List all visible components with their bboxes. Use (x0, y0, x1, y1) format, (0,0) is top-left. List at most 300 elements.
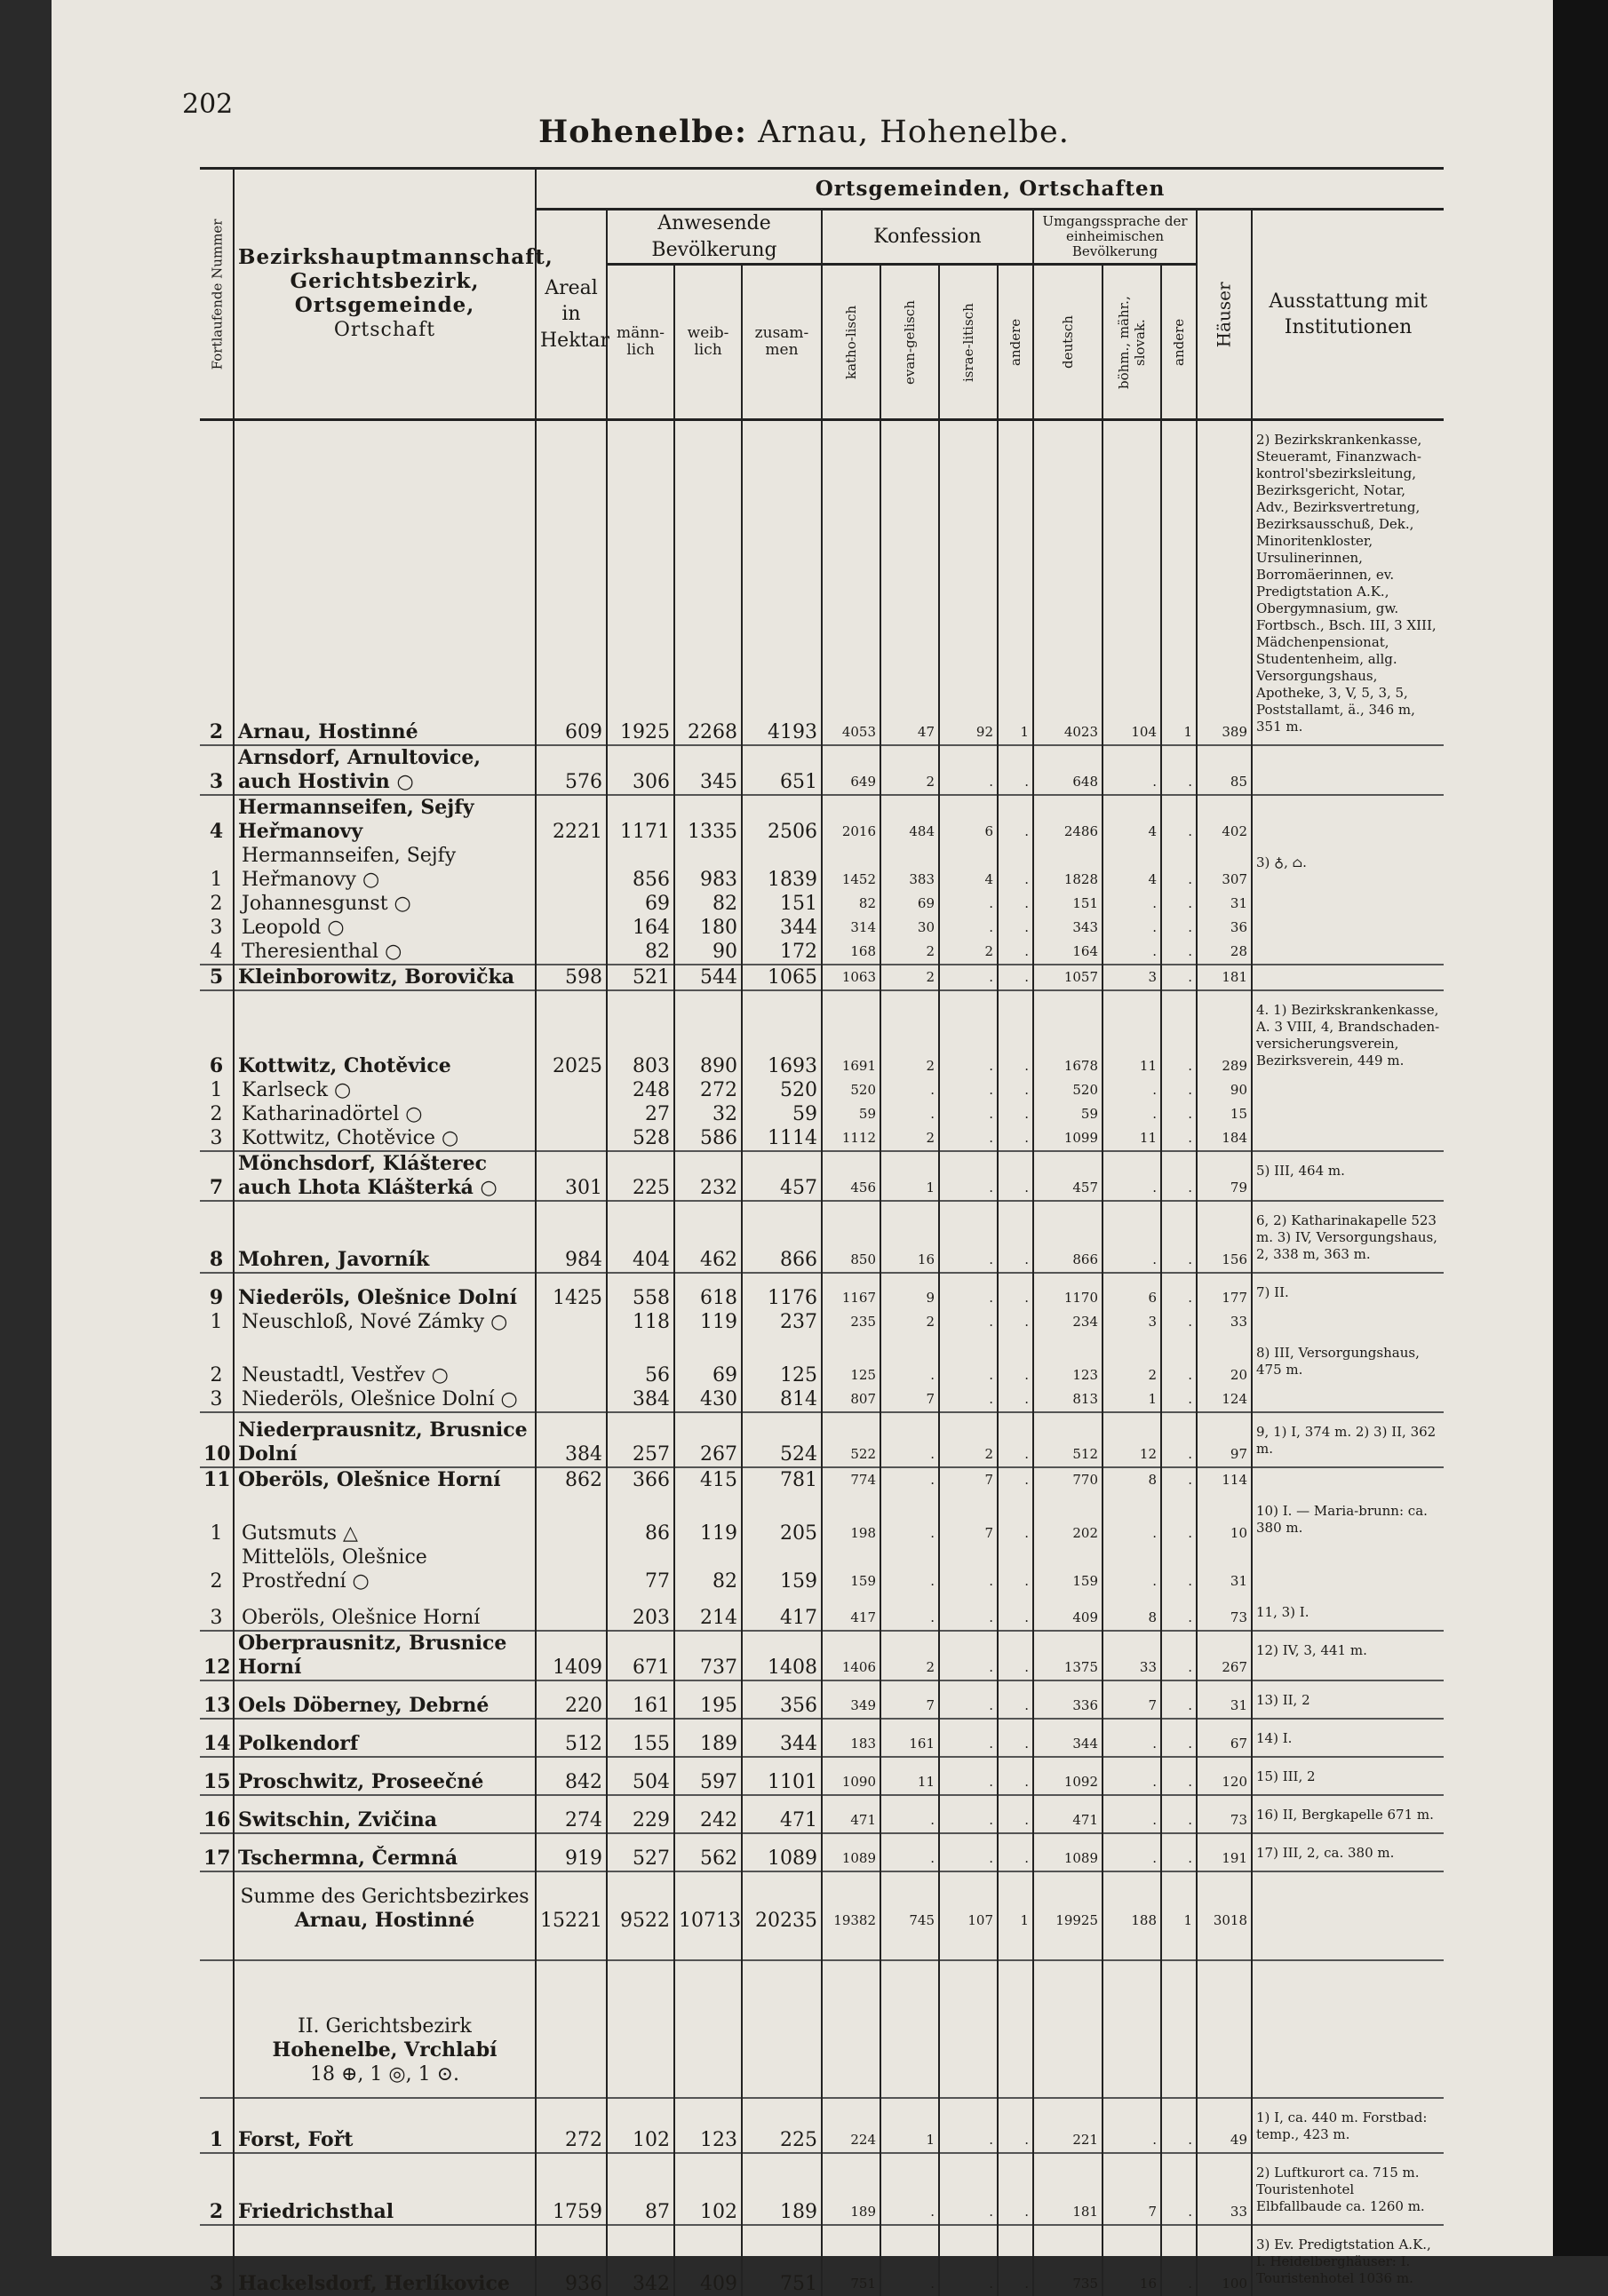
cell-la: . (1161, 1273, 1197, 1310)
cell-h: 28 (1197, 940, 1252, 965)
col-unit-line-1: Bezirkshauptmannschaft, (238, 244, 553, 269)
cell-area: 2025 (536, 990, 607, 1078)
sum-evangelic: 745 (880, 1871, 939, 1960)
place-name: Tschermna, Čermná (234, 1833, 536, 1871)
cell-h: 31 (1197, 892, 1252, 916)
cell-evg: 30 (880, 916, 939, 940)
cell-w: 272 (674, 1078, 742, 1102)
place-name: Kleinborowitz, Borovička (234, 965, 536, 990)
cell-la: . (1161, 2225, 1197, 2296)
equipment-note (1252, 795, 1444, 844)
cell-de: 1057 (1033, 965, 1103, 990)
cell-cz: 16 (1103, 2225, 1161, 2296)
sum-catholic: 19382 (822, 1871, 880, 1960)
cell-area: 1425 (536, 1273, 607, 1310)
cell-area: 936 (536, 2225, 607, 2296)
cell-area: 274 (536, 1795, 607, 1833)
cell-t: 457 (742, 1151, 822, 1201)
cell-cz: 12 (1103, 1412, 1161, 1467)
cell-w: 409 (674, 2225, 742, 2296)
cell-and: . (998, 1201, 1033, 1273)
equipment-note: 2) Bezirkskrankenkasse, Steueramt, Finanzwach-kontrol'sbezirksleitung, Bezirksgericht, Notar, Adv., Bezirksvertretung, Bezirksausschuß, Dek., Minoritenkloster, Ursulinerinnen, Borromäerinnen, ev. Predigtstation A.K., Obergymnasium, gw. Fortbsch., Bsch. III, 3 XIII, Mädchenpensionat, Studentenheim, allg. Versorgungshaus, Apotheke, 3, V, 5, 3, 5, Poststallamt, ä., 346 m, 351 m. (1252, 420, 1444, 746)
row-number: 4 (210, 941, 223, 964)
col-pop-group-header: Anwesende Bevölkerung (607, 210, 822, 265)
row-number: 2 (200, 420, 234, 746)
cell-and: . (998, 1545, 1033, 1593)
cell-kat: 471 (822, 1795, 880, 1833)
cell-cz: 8 (1103, 1593, 1161, 1631)
cell-evg: . (880, 1102, 939, 1126)
cell-evg: 2 (880, 1631, 939, 1680)
table-row (200, 1334, 1444, 1387)
cell-la: . (1161, 990, 1197, 1078)
cell-h: 120 (1197, 1757, 1252, 1795)
cell-de: 344 (1033, 1719, 1103, 1757)
cell-h: 73 (1197, 1795, 1252, 1833)
page-number: 202 (182, 89, 234, 120)
cell-cz: . (1103, 940, 1161, 965)
sum-label (234, 1871, 536, 1960)
cell-de: 648 (1033, 745, 1103, 795)
cell-t: 1839 (742, 844, 822, 892)
col-other-lang-header: andere (1161, 265, 1197, 420)
cell-area (536, 940, 607, 965)
cell-de: 1678 (1033, 990, 1103, 1078)
place-name: Katharinadörtel ○ (234, 1102, 536, 1126)
cell-kat: 1452 (822, 844, 880, 892)
cell-t: 172 (742, 940, 822, 965)
equipment-note: 16) II, Bergkapelle 671 m. (1252, 1795, 1444, 1833)
place-name: Niederöls, Olešnice Dolní (234, 1273, 536, 1310)
cell-isr: 6 (939, 795, 998, 844)
cell-m: 1925 (607, 420, 674, 746)
sum-houses: 3018 (1197, 1871, 1252, 1960)
cell-m: 118 (607, 1310, 674, 1334)
row-number: 16 (200, 1795, 234, 1833)
cell-cz: 7 (1103, 2153, 1161, 2225)
cell-w: 90 (674, 940, 742, 965)
place-name: Switschin, Zvičina (234, 1795, 536, 1833)
table-row (200, 1273, 1444, 1310)
cell-cz: . (1103, 1201, 1161, 1273)
table-row (200, 940, 1444, 965)
place-name: Polkendorf (234, 1719, 536, 1757)
cell-isr: 7 (939, 1492, 998, 1545)
cell-w: 102 (674, 2153, 742, 2225)
row-number: 12 (200, 1631, 234, 1680)
cell-de: 59 (1033, 1102, 1103, 1126)
table-row (200, 1593, 1444, 1631)
cell-h: 267 (1197, 1631, 1252, 1680)
cell-de: 866 (1033, 1201, 1103, 1273)
cell-de: 1092 (1033, 1757, 1103, 1795)
equipment-note: 1) I, ca. 440 m. Forstbad: temp., 423 m. (1252, 2098, 1444, 2153)
cell-m: 87 (607, 2153, 674, 2225)
cell-w: 267 (674, 1412, 742, 1467)
cell-and: . (998, 795, 1033, 844)
cell-h: 100 (1197, 2225, 1252, 2296)
cell-w: 618 (674, 1273, 742, 1310)
place-name: Hermannseifen, Sejfy Heřmanovy ○ (234, 844, 536, 892)
cell-and: . (998, 1631, 1033, 1680)
cell-kat: 774 (822, 1467, 880, 1492)
district2-line-3: 18 ⊕, 1 ◎, 1 ⊙. (310, 2063, 459, 2086)
cell-t: 1101 (742, 1757, 822, 1795)
col-houses-header: Häuser (1197, 210, 1252, 420)
cell-isr: . (939, 990, 998, 1078)
cell-cz: . (1103, 1492, 1161, 1545)
col-other-conf-header: andere (998, 265, 1033, 420)
cell-h: 10 (1197, 1492, 1252, 1545)
cell-cz: 4 (1103, 795, 1161, 844)
row-number: 3 (200, 745, 234, 795)
cell-cz: 8 (1103, 1467, 1161, 1492)
equipment-note: 9, 1) I, 374 m. 2) 3) II, 362 m. (1252, 1412, 1444, 1467)
cell-t: 125 (742, 1334, 822, 1387)
row-number: 7 (200, 1151, 234, 1201)
sum-czech: 188 (1103, 1871, 1161, 1960)
cell-de: 1099 (1033, 1126, 1103, 1151)
cell-isr: . (939, 2153, 998, 2225)
cell-la: . (1161, 1387, 1197, 1412)
cell-cz: 104 (1103, 420, 1161, 746)
sum-row (200, 1871, 1444, 1960)
place-name: Mittelöls, Olešnice Prostřední ○ (234, 1545, 536, 1593)
sum-equip (1252, 1871, 1444, 1960)
table-row (200, 1719, 1444, 1757)
place-name: Oberöls, Olešnice Horní (234, 1467, 536, 1492)
cell-evg: 2 (880, 1126, 939, 1151)
cell-de: 123 (1033, 1334, 1103, 1387)
cell-de: 735 (1033, 2225, 1103, 2296)
cell-w: 1335 (674, 795, 742, 844)
place-name: Proschwitz, Proseečné (234, 1757, 536, 1795)
row-number: 17 (200, 1833, 234, 1871)
equipment-note: 6, 2) Katharinakapelle 523 m. 3) IV, Versorgungshaus, 2, 338 m, 363 m. (1252, 1201, 1444, 1273)
cell-de: 457 (1033, 1151, 1103, 1201)
cell-de: 1170 (1033, 1273, 1103, 1310)
cell-kat: 456 (822, 1151, 880, 1201)
row-number: 6 (200, 990, 234, 1078)
place-name: Oels Döberney, Debrné (234, 1680, 536, 1719)
place-name: Niederöls, Olešnice Dolní ○ (234, 1387, 536, 1412)
equipment-note (1252, 1545, 1444, 1593)
cell-isr: . (939, 2225, 998, 2296)
equipment-note: 11, 3) I. (1252, 1593, 1444, 1631)
cell-la: . (1161, 1757, 1197, 1795)
cell-area (536, 844, 607, 892)
cell-evg: . (880, 1078, 939, 1102)
cell-isr: . (939, 1545, 998, 1593)
cell-and: . (998, 1492, 1033, 1545)
cell-isr: . (939, 1078, 998, 1102)
col-male-header: männ-lich (607, 265, 674, 420)
place-name: Arnau, Hostinné (234, 420, 536, 746)
cell-w: 597 (674, 1757, 742, 1795)
cell-evg: . (880, 2225, 939, 2296)
col-czech-header: böhm., mähr., slovak. (1103, 265, 1161, 420)
equipment-note: 10) I. — Maria-brunn: ca. 380 m. (1252, 1492, 1444, 1545)
cell-h: 20 (1197, 1334, 1252, 1387)
cell-t: 471 (742, 1795, 822, 1833)
cell-cz: 3 (1103, 965, 1161, 990)
cell-w: 32 (674, 1102, 742, 1126)
cell-isr: . (939, 892, 998, 916)
cell-la: . (1161, 1467, 1197, 1492)
cell-evg: 1 (880, 1151, 939, 1201)
district2-heading (234, 1960, 536, 2098)
cell-isr: . (939, 1102, 998, 1126)
row-number: 10 (200, 1412, 234, 1467)
cell-h: 156 (1197, 1201, 1252, 1273)
cell-and: . (998, 965, 1033, 990)
cell-w: 345 (674, 745, 742, 795)
cell-and: . (998, 1412, 1033, 1467)
district2-line-2: Hohenelbe, Vrchlabí (272, 2038, 498, 2062)
cell-h: 177 (1197, 1273, 1252, 1310)
row-number: 9 (200, 1273, 234, 1310)
row-number: 1 (210, 1522, 223, 1545)
cell-area: 220 (536, 1680, 607, 1719)
cell-isr: . (939, 1273, 998, 1310)
cell-de: 4023 (1033, 420, 1103, 746)
col-unit-line-3: Ortsgemeinde, (294, 292, 475, 317)
cell-evg: . (880, 1593, 939, 1631)
cell-kat: 850 (822, 1201, 880, 1273)
table-row (200, 745, 1444, 795)
cell-h: 307 (1197, 844, 1252, 892)
cell-la: . (1161, 1593, 1197, 1631)
cell-m: 803 (607, 990, 674, 1078)
equipment-note: 3) ♁, ⌂. (1252, 844, 1444, 892)
cell-w: 2268 (674, 420, 742, 746)
cell-m: 161 (607, 1680, 674, 1719)
col-catholic-header: katho-lisch (822, 265, 880, 420)
cell-area (536, 916, 607, 940)
table-row (200, 1631, 1444, 1680)
cell-t: 1065 (742, 965, 822, 990)
cell-w: 195 (674, 1680, 742, 1719)
cell-t: 356 (742, 1680, 822, 1719)
cell-de: 1828 (1033, 844, 1103, 892)
sum-label-line-2: Arnau, Hostinné (294, 1909, 475, 1933)
cell-kat: 189 (822, 2153, 880, 2225)
cell-h: 402 (1197, 795, 1252, 844)
cell-m: 342 (607, 2225, 674, 2296)
header-title-bold: Hohenelbe: (538, 114, 747, 150)
cell-kat: 4053 (822, 420, 880, 746)
cell-kat: 224 (822, 2098, 880, 2153)
col-group-header: Ortsgemeinden, Ortschaften (536, 169, 1444, 210)
table-row (200, 1151, 1444, 1201)
cell-la: . (1161, 745, 1197, 795)
table-row (200, 1126, 1444, 1151)
cell-la: . (1161, 1795, 1197, 1833)
cell-isr: . (939, 1833, 998, 1871)
cell-area: 862 (536, 1467, 607, 1492)
cell-isr: . (939, 1631, 998, 1680)
cell-t: 1693 (742, 990, 822, 1078)
cell-la: . (1161, 1102, 1197, 1126)
table-row (200, 2225, 1444, 2296)
cell-cz: . (1103, 1795, 1161, 1833)
cell-isr: 2 (939, 940, 998, 965)
place-name: Hermannseifen, Sejfy Heřmanovy (234, 795, 536, 844)
cell-m: 404 (607, 1201, 674, 1273)
cell-kat: 1691 (822, 990, 880, 1078)
equipment-note (1252, 745, 1444, 795)
col-area-header: Areal in Hektar (536, 210, 607, 420)
cell-cz: . (1103, 916, 1161, 940)
cell-w: 82 (674, 892, 742, 916)
cell-de: 813 (1033, 1387, 1103, 1412)
cell-and: . (998, 1757, 1033, 1795)
cell-la: . (1161, 1412, 1197, 1467)
table-row (200, 1412, 1444, 1467)
table-row (200, 965, 1444, 990)
col-unit-line-2: Gerichtsbezirk, (290, 268, 480, 293)
row-number: 5 (200, 965, 234, 990)
cell-de: 409 (1033, 1593, 1103, 1631)
cell-isr: . (939, 1593, 998, 1631)
table-row (200, 1680, 1444, 1719)
cell-cz: 11 (1103, 990, 1161, 1078)
cell-area: 301 (536, 1151, 607, 1201)
cell-kat: 2016 (822, 795, 880, 844)
cell-m: 1171 (607, 795, 674, 844)
cell-evg: 2 (880, 1310, 939, 1334)
cell-and: . (998, 1078, 1033, 1102)
cell-kat: 522 (822, 1412, 880, 1467)
cell-la: . (1161, 1310, 1197, 1334)
cell-kat: 159 (822, 1545, 880, 1593)
cell-isr: . (939, 965, 998, 990)
cell-kat: 314 (822, 916, 880, 940)
header-title-rest: Arnau, Hohenelbe. (746, 115, 1070, 150)
place-name: Friedrichsthal (234, 2153, 536, 2225)
table-row (200, 420, 1444, 746)
cell-evg: 7 (880, 1680, 939, 1719)
col-total-header: zusam-men (742, 265, 822, 420)
place-name: Johannesgunst ○ (234, 892, 536, 916)
cell-m: 102 (607, 2098, 674, 2153)
cell-m: 527 (607, 1833, 674, 1871)
cell-h: 49 (1197, 2098, 1252, 2153)
cell-la: . (1161, 1631, 1197, 1680)
cell-area: 272 (536, 2098, 607, 2153)
table-row (200, 1795, 1444, 1833)
table-body (200, 420, 1444, 1872)
cell-isr: . (939, 745, 998, 795)
cell-m: 155 (607, 1719, 674, 1757)
cell-m: 248 (607, 1078, 674, 1102)
place-name: Karlseck ○ (234, 1078, 536, 1102)
cell-la: . (1161, 1078, 1197, 1102)
sum-nr (200, 1871, 234, 1960)
cell-de: 770 (1033, 1467, 1103, 1492)
cell-t: 866 (742, 1201, 822, 1273)
cell-area: 1759 (536, 2153, 607, 2225)
cell-and: . (998, 1387, 1033, 1412)
sum-israelite: 107 (939, 1871, 998, 1960)
cell-isr: 2 (939, 1412, 998, 1467)
cell-m: 528 (607, 1126, 674, 1151)
cell-cz: . (1103, 745, 1161, 795)
cell-and: . (998, 1680, 1033, 1719)
table-row (200, 916, 1444, 940)
cell-w: 123 (674, 2098, 742, 2153)
place-name: Leopold ○ (234, 916, 536, 940)
cell-kat: 520 (822, 1078, 880, 1102)
row-number: 1 (210, 1311, 223, 1334)
cell-h: 31 (1197, 1680, 1252, 1719)
table-row (200, 844, 1444, 892)
cell-la: . (1161, 1201, 1197, 1273)
cell-cz: . (1103, 2098, 1161, 2153)
cell-de: 520 (1033, 1078, 1103, 1102)
cell-w: 462 (674, 1201, 742, 1273)
cell-la: . (1161, 965, 1197, 990)
cell-t: 4193 (742, 420, 822, 746)
cell-kat: 1089 (822, 1833, 880, 1871)
cell-m: 671 (607, 1631, 674, 1680)
row-number: 14 (200, 1719, 234, 1757)
equipment-note: 17) III, 2, ca. 380 m. (1252, 1833, 1444, 1871)
cell-la: . (1161, 1680, 1197, 1719)
cell-and: . (998, 1102, 1033, 1126)
cell-kat: 649 (822, 745, 880, 795)
cell-and: . (998, 2153, 1033, 2225)
cell-la: . (1161, 1126, 1197, 1151)
cell-and: . (998, 2225, 1033, 2296)
sum-german: 19925 (1033, 1871, 1103, 1960)
table-row (200, 1078, 1444, 1102)
place-name: Hackelsdorf, Herlíkovice (234, 2225, 536, 2296)
cell-h: 36 (1197, 916, 1252, 940)
cell-h: 389 (1197, 420, 1252, 746)
cell-evg: 161 (880, 1719, 939, 1757)
table-row (200, 990, 1444, 1078)
cell-la: . (1161, 940, 1197, 965)
cell-area (536, 1492, 607, 1545)
place-name: Mönchsdorf, Klášterec auch Lhota Klášterká ○ (234, 1151, 536, 1201)
cell-isr: . (939, 1151, 998, 1201)
cell-evg: 2 (880, 990, 939, 1078)
cell-cz: . (1103, 1833, 1161, 1871)
cell-isr: 4 (939, 844, 998, 892)
cell-m: 306 (607, 745, 674, 795)
cell-isr: . (939, 1201, 998, 1273)
cell-area: 609 (536, 420, 607, 746)
cell-t: 781 (742, 1467, 822, 1492)
cell-t: 344 (742, 916, 822, 940)
cell-w: 119 (674, 1310, 742, 1334)
cell-cz: 33 (1103, 1631, 1161, 1680)
cell-h: 97 (1197, 1412, 1252, 1467)
cell-h: 33 (1197, 2153, 1252, 2225)
cell-evg: . (880, 1412, 939, 1467)
cell-cz: . (1103, 1545, 1161, 1593)
place-name: Oberöls, Olešnice Horní (234, 1593, 536, 1631)
cell-evg: 7 (880, 1387, 939, 1412)
table-body-district2 (200, 2098, 1444, 2296)
cell-w: 82 (674, 1545, 742, 1593)
sum-area: 15221 (536, 1871, 607, 1960)
cell-evg: . (880, 1545, 939, 1593)
cell-area: 984 (536, 1201, 607, 1273)
cell-m: 856 (607, 844, 674, 892)
cell-area: 919 (536, 1833, 607, 1871)
